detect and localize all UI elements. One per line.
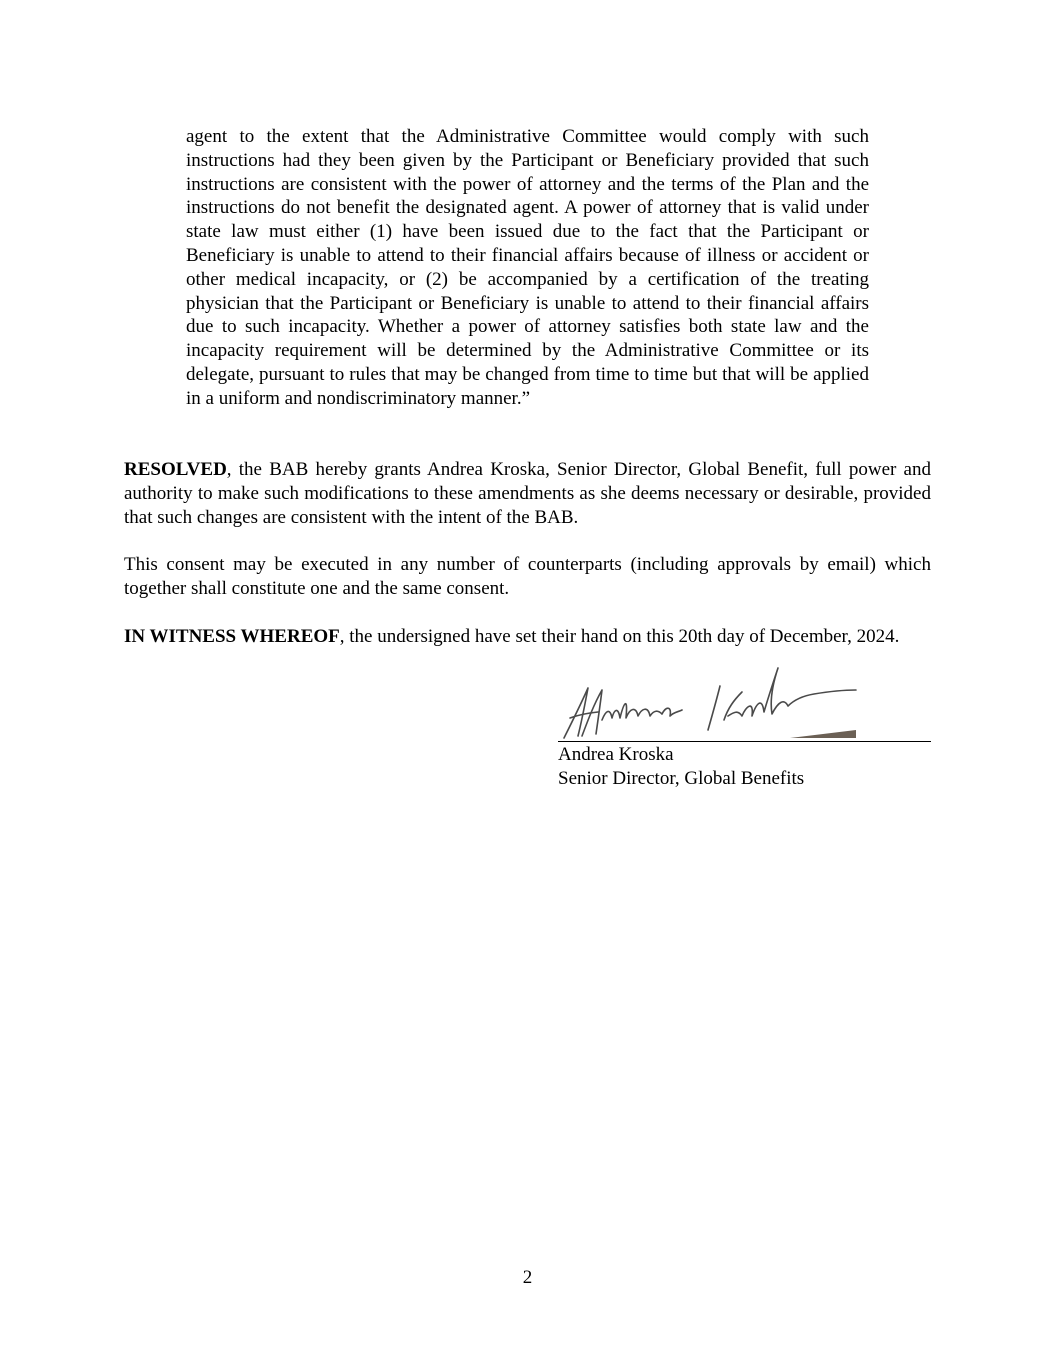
consent-paragraph: This consent may be executed in any number of counterparts (including approvals by email) which together shall constitute one and the same consent. bbox=[124, 554, 931, 599]
witness-paragraph bbox=[124, 625, 931, 649]
resolved-text: , the BAB hereby grants Andrea Kroska, Senior Director, Global Benefit, full power and authority to make such modifications to these amendments as she deems necessary or desirable, provided that such changes are consistent with the intent of the BAB. bbox=[124, 459, 931, 528]
resolved-heading: RESOLVED bbox=[124, 459, 227, 480]
signatory-name: Andrea Kroska bbox=[558, 744, 674, 765]
witness-heading: IN WITNESS WHEREOF bbox=[124, 626, 340, 647]
resolved-paragraph bbox=[124, 458, 931, 529]
page-number: 2 bbox=[522, 1267, 533, 1288]
quoted-amendment-paragraph: agent to the extent that the Administrative Committee would comply with such instructions had they been given by the Participant or Beneficiary provided that such instructions are consistent with the power of attorney and the terms of the Plan and the instructions do not benefit the designated agent. A power of attorney that is valid under state law must either (1) have been issued due to the fact that the Participant or Beneficiary is unable to attend to their financial affairs because of illness or accident or other medical incapacity, or (2) be accompanied by a certification of the treating physician that the Participant or Beneficiary is unable to attend to their financial affairs due to such incapacity. Whether a power of attorney satisfies both state law and the incapacity requirement will be determined by the Administrative Committee or its delegate, pursuant to rules that may be changed from time to time but that will be applied in a uniform and nondiscriminatory manner.” bbox=[186, 126, 869, 409]
signature-line bbox=[558, 741, 931, 742]
signatory-title: Senior Director, Global Benefits bbox=[558, 768, 805, 789]
witness-text: , the undersigned have set their hand on this 20th day of December, 2024. bbox=[339, 626, 900, 647]
handwritten-signature-icon bbox=[558, 660, 858, 742]
